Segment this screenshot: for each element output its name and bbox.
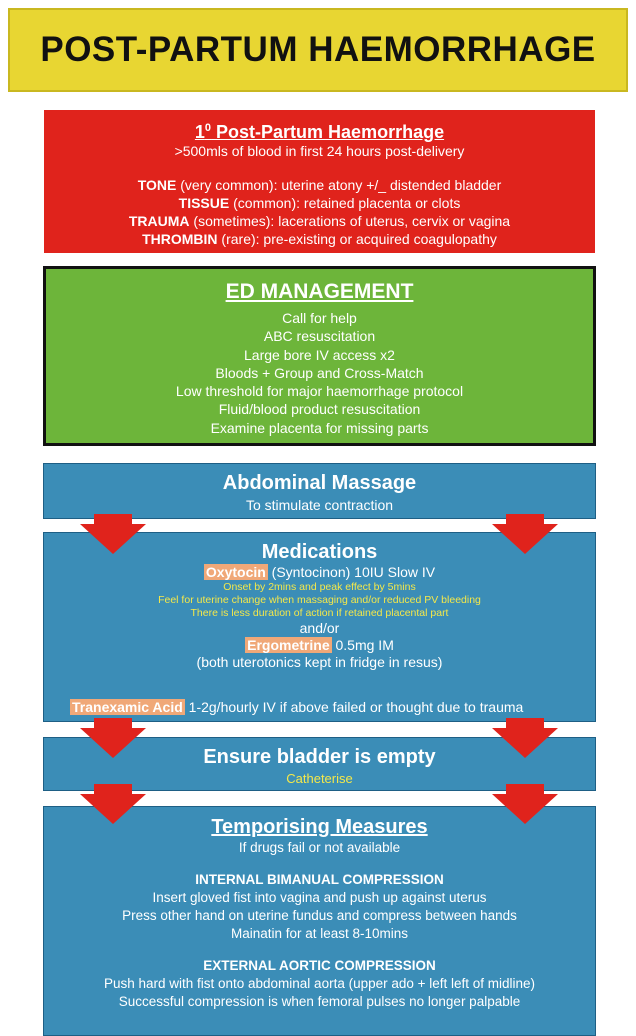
oxytocin-note: Feel for uterine change when massaging and/or reduced PV bleeding	[158, 594, 481, 606]
bladder-heading: Ensure bladder is empty	[203, 746, 436, 768]
cause-tone	[44, 176, 595, 194]
cause-term: THROMBIN	[142, 231, 218, 247]
cause-detail: (common): retained placenta or clots	[229, 195, 461, 211]
cause-detail: (rare): pre-existing or acquired coagulopathy	[217, 231, 497, 247]
cause-tissue	[44, 194, 595, 212]
abdominal-massage-box	[43, 463, 596, 519]
tranexamic-line	[70, 699, 523, 716]
cause-thrombin	[44, 230, 595, 248]
management-step: Call for help	[282, 310, 357, 326]
arrow-down-icon	[80, 784, 146, 824]
oxytocin-note: Onset by 2mins and peak effect by 5mins	[223, 581, 416, 593]
cause-trauma	[44, 212, 595, 230]
arrow-down-icon	[492, 718, 558, 758]
management-step: ABC resuscitation	[263, 328, 376, 345]
internal-compression-heading: INTERNAL BIMANUAL COMPRESSION	[195, 872, 444, 887]
tranexamic-highlight: Tranexamic Acid	[72, 699, 183, 715]
medications-box	[43, 532, 596, 722]
page-title: POST-PARTUM HAEMORRHAGE	[40, 30, 596, 69]
temporising-condition: If drugs fail or not available	[238, 840, 401, 855]
abdominal-massage-heading: Abdominal Massage	[222, 472, 417, 494]
external-compression-heading: EXTERNAL AORTIC COMPRESSION	[203, 958, 436, 973]
arrow-down-icon	[80, 514, 146, 554]
external-step: Successful compression is when femoral pulses no longer palpable	[118, 994, 521, 1009]
arrow-down-icon	[80, 718, 146, 758]
oxytocin-dose: (Syntocinon) 10IU Slow IV	[267, 564, 436, 580]
title-banner	[8, 8, 628, 92]
ergometrine-highlight: Ergometrine	[247, 637, 330, 653]
ed-management-heading: ED MANAGEMENT	[225, 280, 414, 303]
ergometrine-dose: 0.5mg IM	[331, 637, 394, 653]
and-or-text: and/or	[299, 620, 340, 636]
oxytocin-highlight: Oxytocin	[205, 564, 266, 580]
ed-management-box	[43, 266, 596, 446]
definition-heading-text: Post-Partum Haemorrhage	[211, 122, 445, 142]
management-step: Fluid/blood product resuscitation	[218, 401, 421, 418]
internal-step: Insert gloved fist into vagina and push up against uterus	[152, 890, 487, 905]
internal-step: Press other hand on uterine fundus and compress between hands	[122, 908, 517, 923]
management-step: Bloods + Group and Cross-Match	[215, 364, 424, 381]
storage-note: (both uterotonics kept in fridge in resus)	[196, 654, 443, 670]
cause-term: TISSUE	[178, 195, 230, 211]
management-step: Large bore IV access x2	[244, 346, 395, 363]
arrow-down-icon	[492, 514, 558, 554]
medications-heading: Medications	[261, 541, 378, 563]
tranexamic-dose: 1-2g/hourly IV if above failed or thought due to trauma	[184, 699, 524, 715]
cause-term: TRAUMA	[128, 213, 190, 229]
bladder-detail: Catheterise	[286, 771, 353, 786]
cause-detail: (sometimes): lacerations of uterus, cervix or vagina	[189, 213, 511, 229]
oxytocin-note: There is less duration of action if retained placental part	[190, 607, 449, 619]
temporising-box	[43, 806, 596, 1036]
oxytocin-line	[44, 564, 595, 581]
temporising-heading: Temporising Measures	[211, 816, 428, 838]
abdominal-massage-detail: To stimulate contraction	[245, 497, 394, 513]
internal-step: Mainatin for at least 8-10mins	[230, 926, 409, 941]
definition-box	[44, 110, 595, 253]
definition-heading-number: 1	[194, 122, 205, 142]
management-step: Examine placenta for missing parts	[210, 419, 429, 436]
arrow-down-icon	[492, 784, 558, 824]
external-step: Push hard with fist onto abdominal aorta (upper ado + left left of midline)	[103, 976, 536, 991]
definition-heading-sup: 0	[204, 122, 212, 134]
definition-criteria: >500mls of blood in first 24 hours post-delivery	[174, 143, 465, 159]
definition-heading	[44, 118, 595, 142]
ergometrine-line	[44, 637, 595, 654]
cause-term: TONE	[137, 177, 177, 193]
management-step: Low threshold for major haemorrhage protocol	[175, 383, 464, 400]
cause-detail: (very common): uterine atony +/_ distended bladder	[176, 177, 502, 193]
